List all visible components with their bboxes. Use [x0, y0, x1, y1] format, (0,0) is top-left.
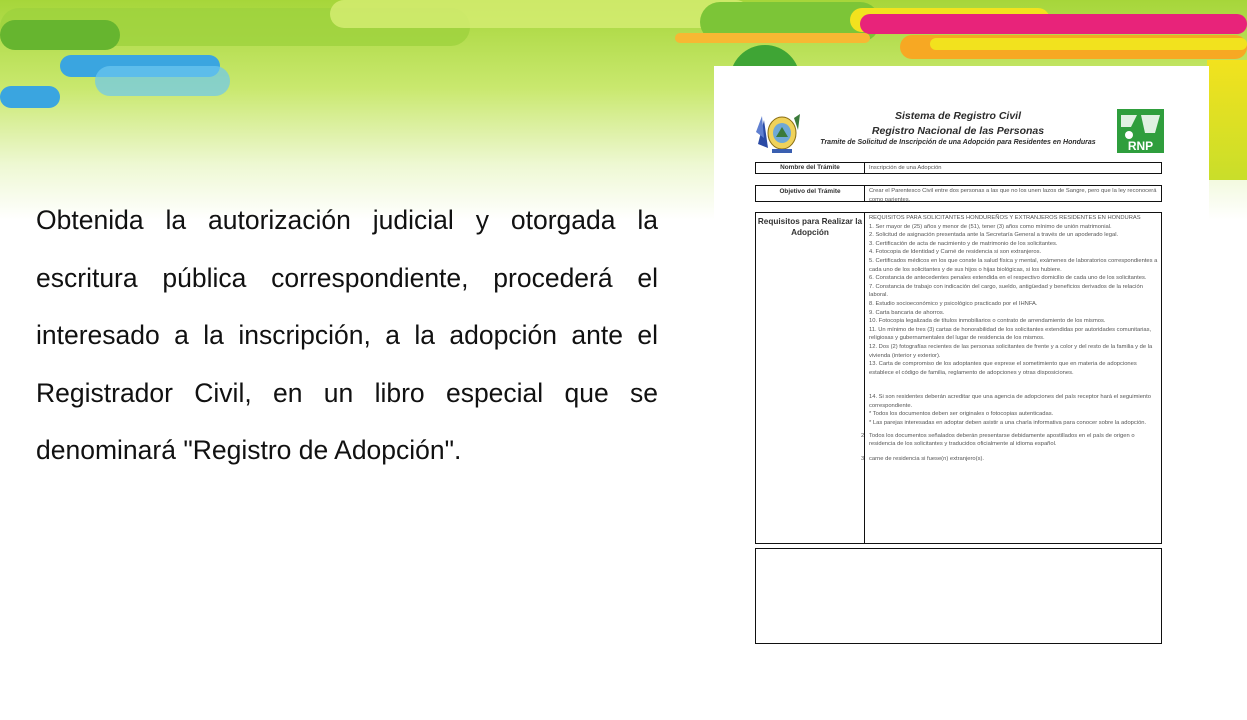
coat-of-arms-icon	[754, 108, 802, 154]
requisito-text: carne de residencia si fuese(n) extranjero(s).	[869, 455, 985, 462]
requisito-number: 3	[861, 455, 865, 462]
requisito-item: 7. Constancia de trabajo con indicación del cargo, sueldo, antigüedad y beneficios derivados de la relación laboral.	[869, 283, 1143, 299]
empty-table-row	[755, 548, 1162, 644]
document-header	[754, 106, 1164, 154]
requisito-item: 4. Fotocopia de Identidad y Carné de residencia si son extranjeros.	[869, 249, 1042, 256]
row-requisitos	[755, 212, 1162, 544]
header-line-1: Sistema de Registro Civil	[894, 110, 1022, 122]
rnp-logo	[1117, 109, 1164, 153]
label-nombre-tramite: Nombre del Trámite	[756, 163, 865, 173]
requisito-item: 5. Certificados médicos en los que conste la salud física y mental, exámenes de laboratorios correspondientes a cada uno de los solicitantes y de sus hijos o hijas biológicas, si los hubiere.	[869, 257, 1158, 273]
note-item: * Las parejas interesadas en adoptar deben asistir a una charla informativa para conocer sobre la adopción.	[869, 420, 1147, 427]
row-nombre-tramite	[755, 162, 1162, 174]
label-objetivo-tramite: Objetivo del Trámite	[756, 186, 865, 201]
note-item: 14. Si son residentes deberán acreditar que una agencia de adopciones del país receptor hará el seguimiento correspondiente.	[869, 394, 1151, 409]
decorative-stripe	[1207, 60, 1247, 180]
header-line-3: Tramite de Solicitud de Inscripción de una Adopción para Residentes en Honduras	[820, 139, 1096, 146]
requisito-item: 12. Dos (2) fotografías recientes de las personas solicitantes de frente y a color y del resto de la familia y de la vivienda (interior y exterior).	[869, 343, 1153, 359]
row-objetivo-tramite	[755, 185, 1162, 202]
label-requisitos: Requisitos para Realizar la Adopción	[756, 213, 865, 543]
value-objetivo-tramite: Crear el Parentesco Civil entre dos personas a las que no los unen lazos de Sangre, pero que la ley reconocerá como parientes.	[869, 188, 1157, 203]
requisito-text: Todos los documentos señalados deberán presentarse debidamente apostillados en el país de origen o residencia de los solicitantes y traducidos oficialmente al idioma español.	[869, 432, 1135, 448]
decorative-stripe	[95, 66, 230, 96]
header-line-2: Registro Nacional de las Personas	[871, 125, 1045, 137]
requisito-item: 8. Estudio socioeconómico y psicológico practicado por el IHNFA.	[869, 300, 1038, 307]
requisito-item: REQUISITOS PARA SOLICITANTES HONDUREÑOS Y EXTRANJEROS RESIDENTES EN HONDURAS	[869, 215, 1141, 221]
decorative-stripe	[330, 0, 750, 28]
decorative-stripe	[675, 33, 870, 43]
requisito-item-3	[861, 455, 1158, 464]
requisito-item: 2. Solicitud de asignación presentada ante la Secretaría General a través de un apoderado legal.	[869, 232, 1119, 239]
requisito-item: 3. Certificación de acta de nacimiento y de matrimonio de los solicitantes.	[869, 240, 1058, 247]
slide-paragraph: Obtenida la autorización judicial y otorgada la escritura pública correspondiente, procederá el interesado a la inscripción, a la adopción ante el Registrador Civil, en un libro especial que se denominará "Registro de Adopción".	[36, 205, 658, 465]
requisito-item: 10. Fotocopia legalizada de títulos inmobiliarios o contrato de arrendamiento de los mismos.	[869, 318, 1106, 325]
decorative-stripe	[0, 20, 120, 50]
requisito-item: 9. Carta bancaria de ahorros.	[869, 309, 945, 316]
note-item: * Todos los documentos deben ser originales o fotocopias autenticadas.	[869, 411, 1054, 418]
requisitos-list	[861, 213, 1161, 543]
requisito-item: 11. Un mínimo de tres (3) cartas de honorabilidad de los solicitantes extendidas por autoridades comunitarias, religiosas y gubernamentales del lugar de residencia de los mismos.	[869, 326, 1152, 342]
rnp-logo-text: RNP	[1127, 139, 1154, 153]
requisito-item-2	[861, 432, 1158, 449]
decorative-stripe	[930, 38, 1247, 50]
requisito-item: 1. Ser mayor de (25) años y menor de (51), tener (3) años como mínimo de unión matrimonial.	[869, 223, 1112, 230]
value-nombre-tramite: Inscripción de una Adopción	[869, 165, 942, 171]
document-image	[714, 66, 1209, 720]
decorative-stripe	[0, 86, 60, 108]
decorative-stripe	[860, 14, 1247, 34]
requisito-number: 2	[861, 432, 865, 439]
requisito-item: 13. Carta de compromiso de los adoptantes que exprese el sometimiento que en materia de adopciones establece el código de familia, reglamento de adopciones y otras disposiciones.	[869, 361, 1137, 376]
requisito-item: 6. Constancia de antecedentes penales extendida en el respectivo domicilio de cada uno de los solicitantes.	[869, 275, 1147, 282]
